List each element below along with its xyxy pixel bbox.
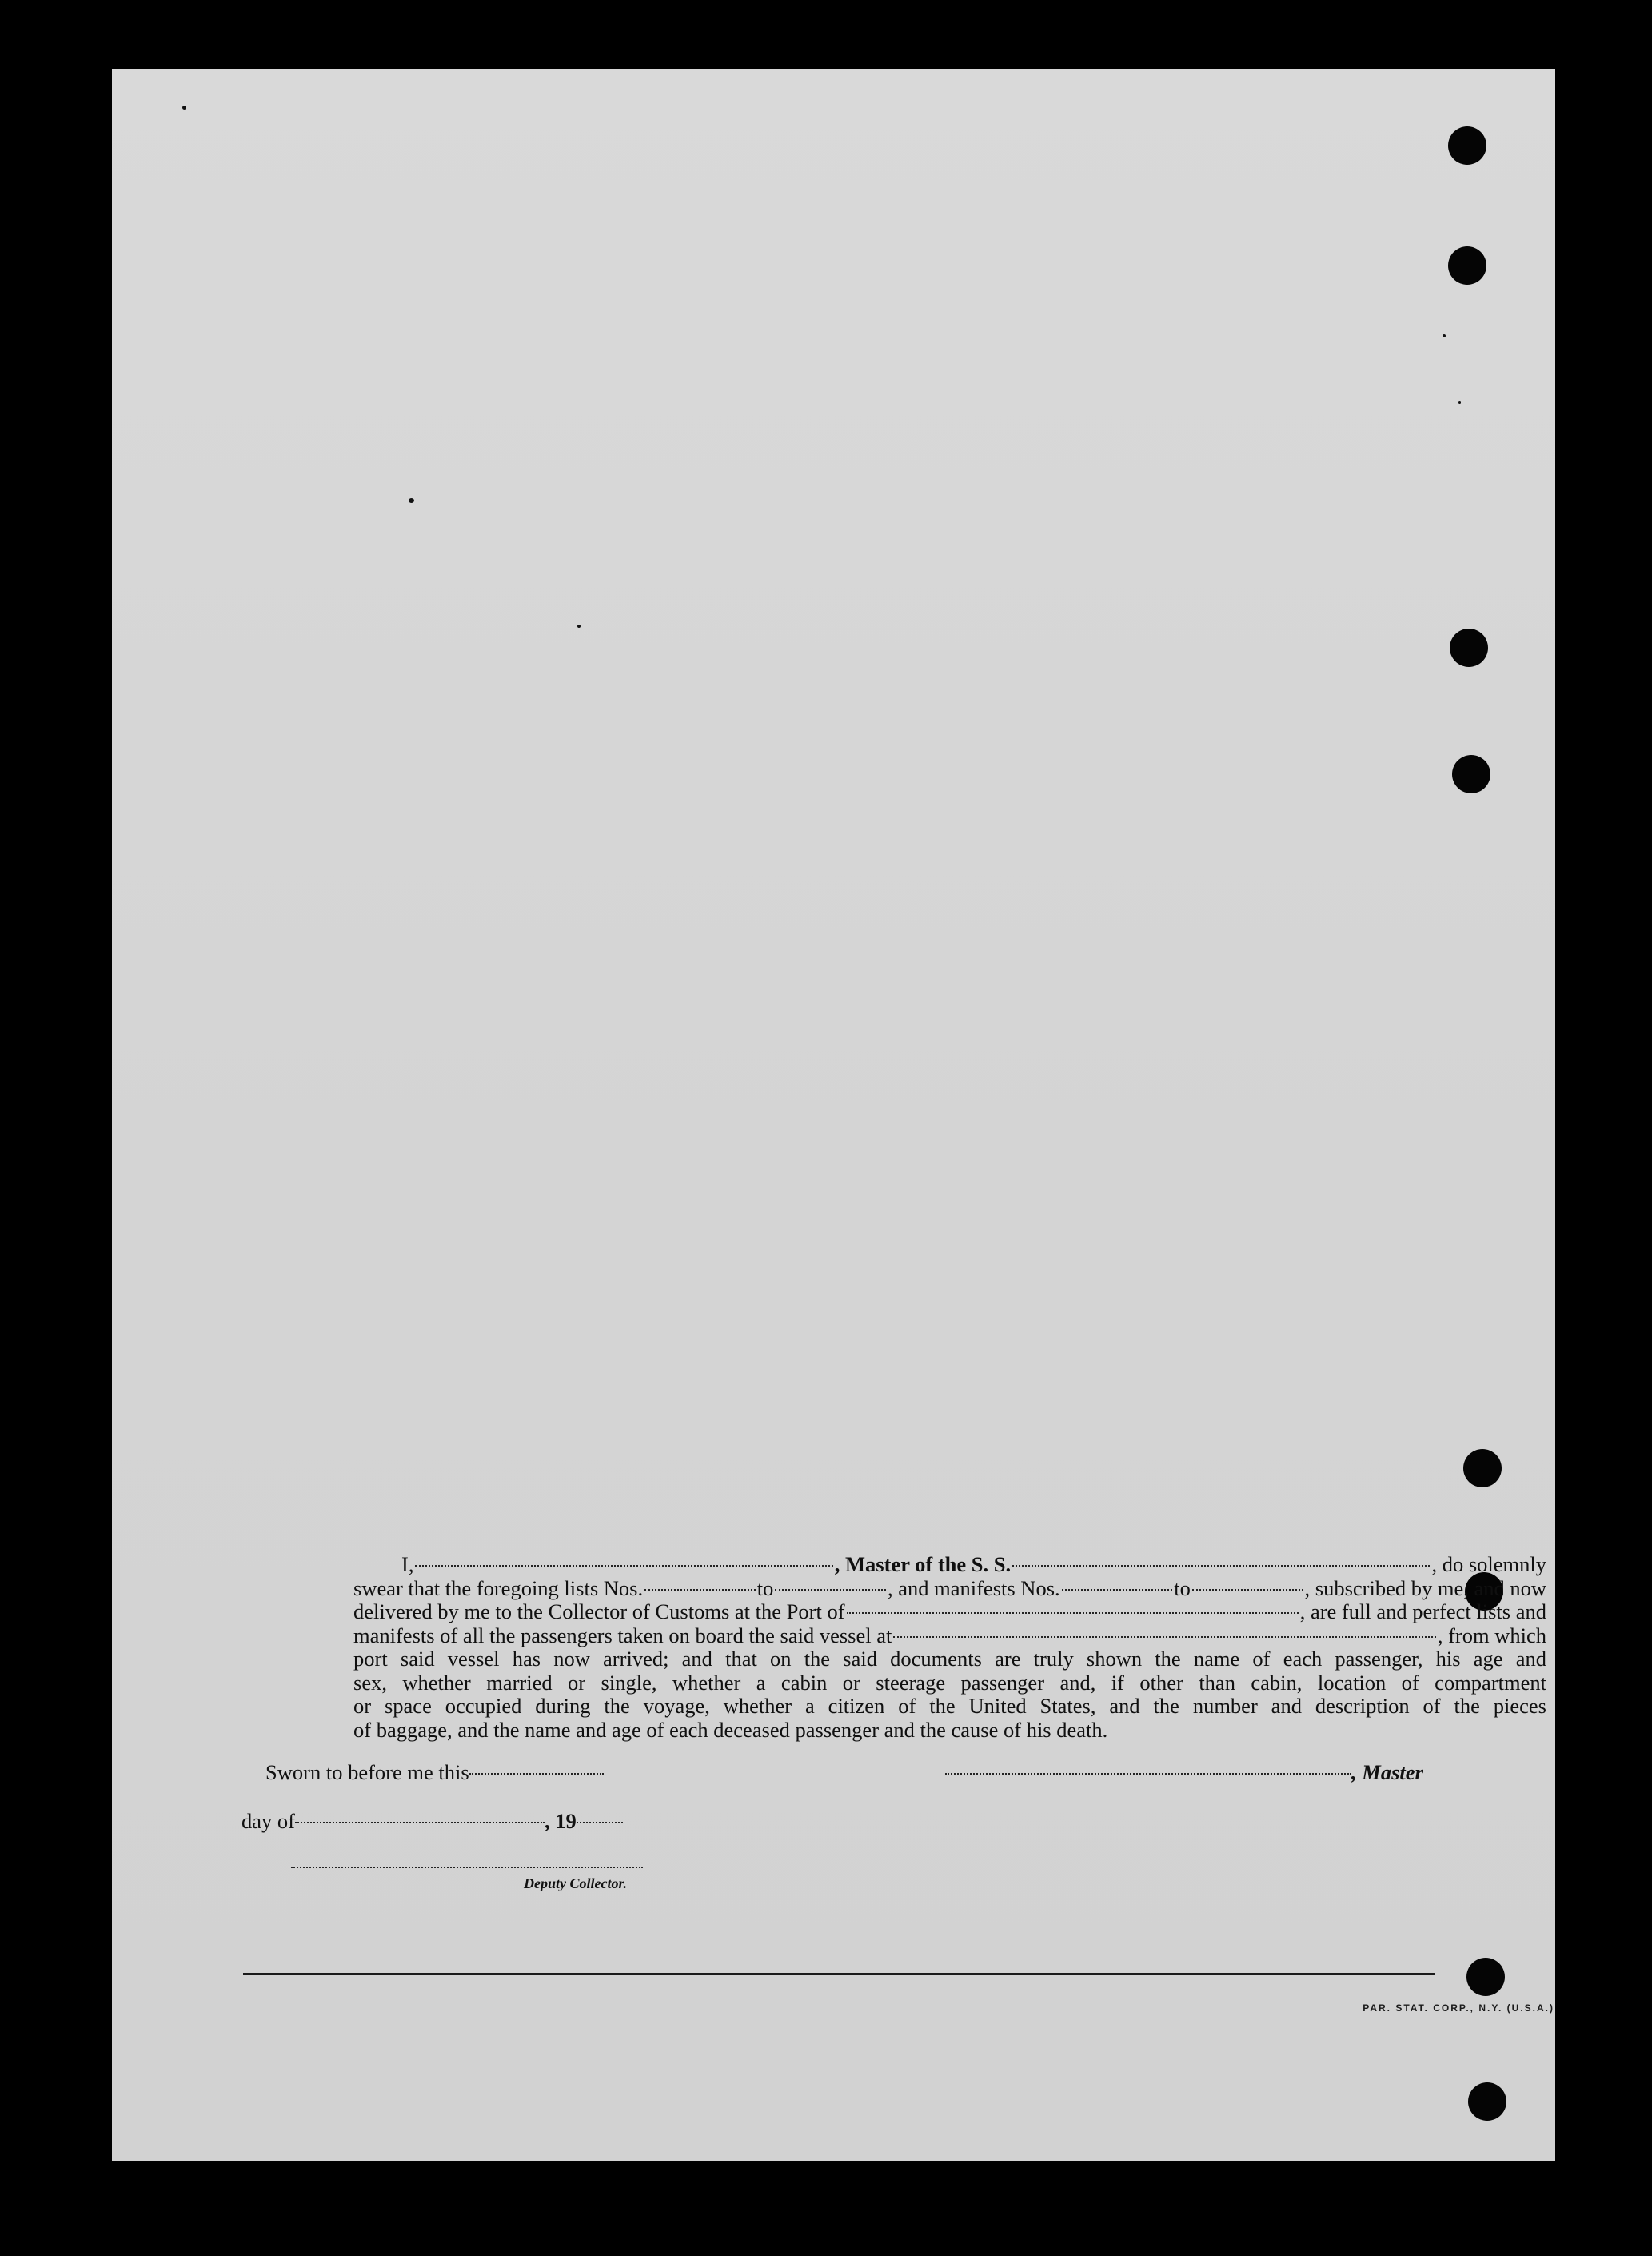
- oath-text: , do solemnly: [1431, 1552, 1547, 1576]
- blank-list-from: [644, 1589, 756, 1591]
- dust-speck: [577, 625, 581, 628]
- blank-deputy-signature: [291, 1867, 643, 1868]
- sworn-label: Sworn to before me this: [265, 1760, 469, 1784]
- oath-text: manifests of all the passengers taken on board the said vessel at: [353, 1623, 892, 1647]
- blank-sworn-date: [469, 1773, 604, 1775]
- dust-speck: [1443, 334, 1446, 337]
- blank-list-to: [775, 1589, 886, 1591]
- punch-hole-1: [1448, 126, 1486, 165]
- blank-master-name: [415, 1565, 832, 1567]
- oath-text: I,: [401, 1552, 414, 1576]
- printer-imprint: PAR. STAT. CORP., N.Y. (U.S.A.): [1363, 2002, 1554, 2014]
- punch-hole-4: [1452, 755, 1490, 793]
- blank-departure-port: [893, 1636, 1436, 1638]
- oath-text: , are full and perfect lists and: [1299, 1599, 1546, 1623]
- blank-master-signature: [945, 1773, 1351, 1775]
- master-signature-line: [945, 1760, 1423, 1785]
- punch-hole-5: [1463, 1449, 1502, 1487]
- blank-manifest-from: [1062, 1589, 1173, 1591]
- blank-year: [577, 1822, 623, 1823]
- punch-hole-2: [1448, 246, 1486, 285]
- oath-line-1: [353, 1553, 1546, 1577]
- oath-text: , from which: [1437, 1623, 1546, 1647]
- day-of-label: day of: [241, 1809, 295, 1833]
- oath-line-8: of baggage, and the name and age of each deceased passenger and the cause of his death.: [353, 1717, 1108, 1742]
- oath-text: to: [1174, 1575, 1191, 1600]
- deputy-collector-line: [291, 1854, 643, 1892]
- oath-line-4: [353, 1624, 1546, 1648]
- blank-day: [295, 1822, 545, 1823]
- master-label: , Master: [1351, 1760, 1423, 1784]
- dust-speck: [182, 106, 186, 110]
- oath-text: , Master of the S. S.: [834, 1552, 1012, 1576]
- blank-port: [847, 1612, 1299, 1614]
- oath-text: , subscribed by me, and now: [1304, 1575, 1547, 1600]
- punch-hole-3: [1450, 629, 1488, 667]
- oath-text: swear that the foregoing lists Nos.: [353, 1575, 644, 1600]
- oath-text: delivered by me to the Collector of Customs at the Port of: [353, 1599, 845, 1623]
- footer-rule: [243, 1973, 1435, 1975]
- deputy-collector-label: Deputy Collector.: [524, 1875, 627, 1891]
- oath-line-6: sex, whether married or single, whether a cabin or steerage passenger and, if other than cabin, location of compartment: [353, 1670, 1546, 1695]
- sworn-line: [265, 1760, 604, 1785]
- oath-text: , and manifests Nos.: [887, 1575, 1060, 1600]
- blank-ship-name: [1012, 1565, 1430, 1567]
- document-page: [112, 69, 1555, 2161]
- punch-hole-7: [1466, 1958, 1505, 1996]
- blank-manifest-to: [1192, 1589, 1303, 1591]
- oath-text: to: [756, 1575, 774, 1600]
- dust-speck: [1458, 401, 1461, 404]
- oath-line-3: [353, 1600, 1546, 1624]
- master-oath-paragraph: [353, 1553, 1546, 1742]
- year-label: , 19: [544, 1809, 577, 1833]
- dust-speck: [409, 498, 414, 503]
- oath-line-7: or space occupied during the voyage, whether a citizen of the United States, and the number and description of the pieces: [353, 1694, 1546, 1718]
- punch-hole-8: [1468, 2082, 1506, 2121]
- oath-line-5: port said vessel has now arrived; and that on the said documents are truly shown the name of each passenger, his age and: [353, 1647, 1546, 1671]
- day-line: [241, 1809, 623, 1834]
- oath-line-2: [353, 1577, 1546, 1601]
